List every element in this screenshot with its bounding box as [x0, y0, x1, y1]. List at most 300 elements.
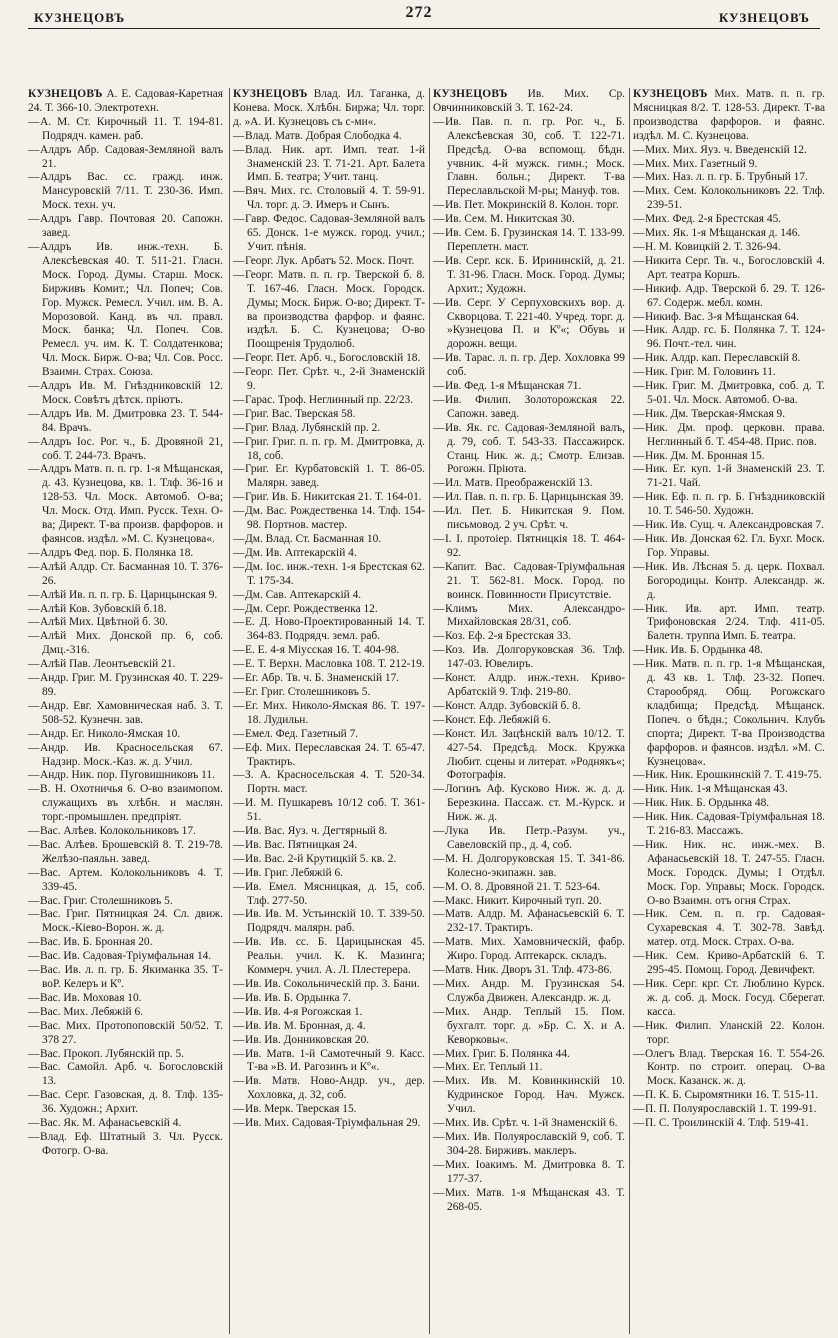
entry-dash: —	[28, 741, 40, 754]
entry-text: Вас. Серг. Газовская, д. 8. Тлф. 135-36. Художн.; Архит.	[40, 1089, 223, 1116]
entry-text: Вас. Алѣев. Колокольниковъ 17.	[40, 825, 196, 838]
entry-text: Ив. Ив. М. Устьинскій 10. Т. 339-50. Подрядч. малярн. раб.	[245, 908, 425, 935]
entry-text: Ил. Пав. п. п. гр. Б. Царицынская 39.	[445, 491, 624, 504]
entry-text: Влад. Ник. арт. Имп. теат. 1-й Знаменскій 23. Т. 71-21. Арт. Балета Имп. Б. театра; Учит. танц.	[245, 143, 425, 184]
directory-entry	[233, 505, 425, 533]
entry-dash: —	[633, 310, 645, 323]
entry-text: Алдръ Ив. инж.-техн. Б. Алексѣевская 40. Т. 511-21. Гласн. Моск. Город. Думы. Старш. Моск. Бирживъ Комит.; Чл. Попеч; Сов. Гор. Мужск. Ремесл. Учил. им. В. А. Морозовой. Канд. въ чл. правл. Моск. банка; Чл. Попеч. Сов. Ремесл. уч. им. К. Т. Солдатенкова; Чл. Моск. Бирж. О-ва; Чл. Сов. Росс. Взаимн. Страх. Союза.	[40, 240, 223, 379]
directory-entry	[633, 255, 825, 283]
entry-text: Андр. Ник. пор. Пуговишниковъ 11.	[40, 769, 215, 782]
entry-text: Ив. Ив. Б. Ордынка 7.	[245, 991, 351, 1004]
entry-text: Мих. Ег. Теплый 11.	[445, 1061, 543, 1074]
entry-dash: —	[233, 727, 245, 740]
directory-entry	[233, 533, 425, 547]
entry-text: Ив. Филип. Золоторожская 22. Сапожн. завед.	[445, 393, 625, 420]
directory-entry	[233, 797, 425, 825]
entry-dash: —	[233, 491, 245, 504]
entry-dash: —	[233, 1019, 245, 1032]
entry-dash: —	[433, 630, 445, 643]
entry-text: Дм. Влад. Ст. Басманная 10.	[245, 533, 382, 545]
entry-text: Вас. Мих. Протопоповскій 50/52. Т. 378 27.	[40, 1019, 223, 1046]
surname-heading: КУЗНЕЦОВЪ	[433, 88, 508, 100]
entry-text: П. П. Полуярославскій 1. Т. 199-91.	[645, 1103, 817, 1116]
header-rule	[28, 28, 820, 29]
entry-text: Влад. Еф. Штатный 3. Чл. Русск. Фотогр. О-ва.	[40, 1130, 223, 1157]
entry-text: Григ. Ег. Курбатовскій 1. Т. 86-05. Малярн. завед.	[245, 463, 425, 490]
directory-entry	[433, 1048, 625, 1062]
directory-entry	[233, 867, 425, 881]
directory-entry	[28, 867, 223, 895]
directory-entry	[233, 603, 425, 617]
entry-dash: —	[233, 560, 245, 573]
entry-text: Ег. Абр. Тв. ч. Б. Знаменскій 17.	[245, 672, 400, 685]
directory-entry	[28, 213, 223, 241]
entry-text: Ив. Пет. Мокринскій 8. Колон. торг.	[445, 199, 619, 212]
entry-text: Вас. Алѣев. Брошевскій 8. Т. 219-78. Желѣзо-паяльн. завед.	[40, 838, 223, 865]
entry-text: Ив. Вас. Яуз. ч. Дегтярный 8.	[245, 825, 388, 838]
entry-text: Ник. Ив. Лѣсная 5. д. церк. Похвал. Богородицы. Контр. Александр. ж. д.	[645, 560, 825, 601]
directory-entry	[233, 616, 425, 644]
directory-entry	[433, 783, 625, 825]
entry-dash: —	[233, 1103, 245, 1116]
entry-text: Никита Серг. Тв. ч., Богословскій 4. Арт. театра Коршъ.	[645, 254, 825, 281]
directory-entry	[233, 561, 425, 589]
directory-entry	[433, 422, 625, 478]
directory-entry	[233, 1006, 425, 1020]
entry-dash: —	[433, 1130, 445, 1143]
directory-entry	[28, 1061, 223, 1089]
entry-text: Вас. Як. М. Афанасьевскій 4.	[40, 1117, 182, 1130]
entry-dash: —	[633, 950, 645, 963]
entry-text: Ник. Сем. Криво-Арбатскій 6. Т. 295-45. Помощ. Город. Девичфект.	[645, 950, 825, 977]
entry-text: Вас. Ив. Садовая-Тріумфальная 14.	[40, 950, 212, 963]
entry-dash: —	[633, 519, 645, 532]
entry-dash: —	[633, 769, 645, 782]
entry-text: Лука Ив. Петр.-Разум. уч., Савеловскій пр., д. 4, соб.	[445, 825, 625, 851]
entry-dash: —	[233, 616, 245, 629]
entry-text: Мих. Григ. Б. Полянка 44.	[445, 1047, 570, 1060]
column-3	[429, 88, 625, 1334]
entry-text: Ив. Ив. сс. Б. Царицынская 45. Реальн. учил. К. К. Мазинга; Коммерч. учил. А. Л. Плестерера.	[245, 936, 425, 977]
entry-text: А. Е. Садовая-Каретная 24. Т. 366-10. Электротехн.	[28, 88, 223, 114]
entry-dash: —	[28, 602, 40, 615]
entry-dash: —	[433, 393, 445, 406]
entry-text: Конст. Ил. Зацѣнскій валъ 10/12. Т. 427-54. Предсѣд. Моск. Кружка Любит. сцены и литерат. »Роднякъ«; Фотографія.	[445, 727, 625, 782]
entry-text: Влад. Ил. Таганка, д. Конева. Моск. Хлѣбн. Биржа; Чл. торг. д. »А. И. Кузнецовъ съ с-ми«.	[233, 88, 425, 128]
directory-entry	[233, 352, 425, 366]
entry-text: Ив. Ив. М. Бронная, д. 4.	[245, 1019, 366, 1032]
directory-entry	[433, 728, 625, 784]
entry-dash: —	[433, 964, 445, 977]
entry-dash: —	[28, 936, 40, 949]
entry-dash: —	[233, 825, 245, 838]
entry-dash: —	[633, 366, 645, 379]
entry-text: Ник. Алдр. кап. Переславскій 8.	[645, 352, 801, 365]
entry-dash: —	[633, 1103, 645, 1116]
entry-dash: —	[233, 852, 245, 865]
entry-text: Влад. Матв. Добрая Слободка 4.	[245, 129, 402, 142]
directory-entry	[433, 603, 625, 631]
entry-text: Андр. Ив. Красносельская 67. Надзир. Моск.-Каз. ж. д. Учил.	[40, 741, 223, 768]
entry-text: М. О. 8. Дровяной 21. Т. 523-64.	[445, 880, 601, 893]
entry-dash: —	[28, 630, 40, 643]
directory-entry	[433, 1159, 625, 1187]
directory-entry	[28, 936, 223, 950]
entry-text: Мих. Іоакимъ. М. Дмитровка 8. Т. 177-37.	[445, 1158, 625, 1185]
entry-dash: —	[433, 296, 445, 309]
entry-text: Гавр. Федос. Садовая-Земляной валъ 65. Донск. 1-е мужск. город. учил.; Учит. пѣнія.	[245, 213, 425, 253]
entry-dash: —	[28, 463, 40, 476]
entry-text: Вас. Прокоп. Лубянскій пр. 5.	[40, 1047, 185, 1060]
entry-dash: —	[233, 268, 245, 281]
entry-text: Е. Т. Верхн. Масловка 108. Т. 212-19.	[245, 658, 425, 671]
directory-entry	[633, 283, 825, 311]
entry-text: Ник. Сем. п. п. гр. Садовая-Сухаревская 4. Т. 302-78. Завѣд. матер. отд. Моск. Страх. О-ва.	[645, 908, 825, 949]
directory-entry	[233, 269, 425, 352]
directory-entry	[233, 728, 425, 742]
directory-entry	[633, 908, 825, 950]
entry-text: Ник. Дм. М. Бронная 15.	[645, 449, 765, 462]
entry-dash: —	[233, 546, 245, 559]
directory-entry	[28, 630, 223, 658]
entry-text: Никиф. Адр. Тверской б. 29. Т. 126-67. Содерж. мебл. комн.	[645, 282, 825, 309]
directory-entry	[28, 783, 223, 825]
entry-text: Ив. Тарас. л. п. гр. Дер. Хохловка 99 соб.	[445, 352, 625, 379]
entry-dash: —	[433, 672, 445, 685]
directory-entry	[28, 171, 223, 213]
entry-text: Георг. Пет. Арб. ч., Богословскій 18.	[245, 352, 421, 365]
entry-text: Георг. Пет. Срѣт. ч., 2-й Знаменскій 9.	[245, 366, 425, 393]
entry-dash: —	[433, 115, 445, 128]
entry-dash: —	[633, 658, 645, 671]
entry-dash: —	[633, 407, 645, 420]
directory-entry	[233, 658, 425, 672]
entry-text: А. М. Ст. Кирочный 11. Т. 194-81. Подрядч. камен. раб.	[40, 115, 223, 142]
entry-dash: —	[433, 213, 445, 226]
entry-text: Е. Е. 4-я Мiусская 16. Т. 404-98.	[245, 644, 400, 657]
directory-entry	[633, 241, 825, 255]
directory-entry	[433, 964, 625, 978]
directory-entry	[633, 769, 825, 783]
entry-text: Вас. Ив. Моховая 10.	[40, 991, 142, 1004]
entry-dash: —	[433, 505, 445, 518]
entry-text: Алѣй Пав. Леонтьевскій 21.	[40, 658, 176, 671]
entry-dash: —	[233, 685, 245, 698]
directory-entry	[233, 213, 425, 255]
entry-text: Вас. Артем. Колокольниковъ 4. Т. 339-45.	[40, 866, 223, 893]
entry-text: Ег. Григ. Столешниковъ 5.	[245, 685, 371, 698]
directory-entry	[233, 853, 425, 867]
directory-entry	[28, 672, 223, 700]
directory-entry	[233, 144, 425, 186]
entry-text: Ив. Пав. п. п. гр. Рог. ч., Б. Алексѣевская 30, соб. Т. 122-71. Предсѣд. О-ва вспомощ. бѣдн. учвник. 4-й мужск. гимн.; Моск. Главн. больн.; Директ. Т-ва Переславльской М-ры; Мануф. тов.	[445, 115, 625, 198]
entry-dash: —	[433, 825, 445, 838]
directory-entry	[433, 1075, 625, 1117]
entry-text: Алѣй Мих. Донской пр. 6, соб. Дмц.-316.	[40, 630, 223, 657]
entry-text: Еф. Мих. Переславская 24. Т. 65-47. Трактиръ.	[245, 741, 425, 768]
entry-text: Ник. Ив. арт. Имп. театр. Трифоновская 2/24. Тлф. 411-05. Балетн. труппа Имп. Б. театра.	[645, 602, 825, 643]
directory-entry	[233, 742, 425, 770]
directory-entry	[633, 978, 825, 1020]
entry-text: Емел. Фед. Газетный 7.	[245, 727, 359, 740]
entry-dash: —	[28, 658, 40, 671]
entry-text: Ив. Матв. Ново-Андр. уч., дер. Хохловка, д. 32, соб.	[245, 1075, 425, 1102]
entry-text: Ник. Ник. Б. Ордынка 48.	[645, 797, 770, 810]
directory-entry	[633, 408, 825, 422]
entry-text: Вас. Ив. Б. Бронная 20.	[40, 936, 153, 949]
directory-entry	[28, 769, 223, 783]
directory-entry	[233, 1048, 425, 1076]
directory-entry	[633, 1048, 825, 1090]
directory-entry	[28, 616, 223, 630]
directory-entry	[633, 185, 825, 213]
entry-text: Мих. Ив. Срѣт. ч. 1-й Знаменскій 6.	[445, 1117, 618, 1130]
entry-dash: —	[633, 352, 645, 365]
entry-dash: —	[28, 908, 40, 921]
directory-entry	[28, 547, 223, 561]
entry-text: Мих. Матв. п. п. гр. Мясницкая 8/2. Т. 128-53. Директ. Т-ва производства фарфоров. и фаянс. издѣл. М. С. Кузнецова.	[633, 88, 825, 142]
entry-dash: —	[433, 783, 445, 796]
entry-dash: —	[633, 324, 645, 337]
entry-dash: —	[233, 769, 245, 782]
entry-dash: —	[633, 811, 645, 824]
directory-entry	[633, 352, 825, 366]
entry-text: Мих. Сем. Колокольниковъ 22. Тлф. 239-51.	[645, 185, 825, 212]
directory-entry	[28, 561, 223, 589]
entry-text: Коз. Ив. Долгоруковская 36. Тлф. 147-03. Ювелиръ.	[445, 644, 625, 671]
directory-entry	[28, 380, 223, 408]
entry-text: Вас. Самойл. Арб. ч. Богословскій 13.	[40, 1061, 223, 1088]
directory-entry	[28, 603, 223, 617]
entry-dash: —	[633, 1019, 645, 1032]
entry-text: Георг. Лук. Арбатъ 52. Моск. Почт.	[245, 254, 415, 267]
entry-dash: —	[433, 421, 445, 434]
entry-dash: —	[633, 797, 645, 810]
directory-entry	[28, 658, 223, 672]
directory-entry	[433, 297, 625, 353]
entry-dash: —	[633, 463, 645, 476]
entry-dash: —	[233, 991, 245, 1004]
directory-entry	[433, 714, 625, 728]
entry-dash: —	[233, 866, 245, 879]
entry-text: Ив. Сем. Б. Грузинская 14. Т. 133-99. Переплетн. маст.	[445, 227, 625, 253]
directory-entry	[433, 936, 625, 964]
entry-dash: —	[433, 560, 445, 573]
entry-text: Олегъ Влад. Тверская 16. Т. 554-26. Контр. по строит. операц. О-ва Моск. Казанск. ж. д.	[645, 1047, 825, 1088]
directory-entry	[28, 241, 223, 380]
directory-entry	[433, 213, 625, 227]
entry-text: Алѣй Ив. п. п. гр. Б. Царицынская 9.	[40, 588, 218, 601]
entry-dash: —	[233, 407, 245, 420]
entry-text: Ник. Ив. Сущ. ч. Александровская 7.	[645, 519, 824, 532]
directory-entry	[433, 1131, 625, 1159]
entry-dash: —	[233, 658, 245, 671]
entry-text: Ив. Серг. У Серпуховскихъ вор. д. Скворцова. Т. 221-40. Учред. торг. д. »Кузнецова П. и Кº«; Обувь и дорожн. вещи.	[445, 296, 625, 351]
entry-text: Ник. Ив. Б. Ордынка 48.	[645, 644, 763, 657]
entry-text: Ив. Сем. М. Никитская 30.	[445, 213, 575, 226]
entry-text: Конст. Алдр. Зубовскій б. 8.	[445, 699, 581, 712]
directory-entry	[28, 728, 223, 742]
directory-entry	[433, 644, 625, 672]
entry-text: Григ. Вас. Тверская 58.	[245, 407, 356, 420]
directory-entry	[433, 1061, 625, 1075]
directory-entry	[433, 672, 625, 700]
entry-text: Вас. Ив. л. п. гр. Б. Якиманка 35. Т-воР. Келеръ и Кº.	[40, 964, 223, 990]
entry-dash: —	[633, 644, 645, 657]
entry-dash: —	[233, 129, 245, 142]
directory-entry	[233, 769, 425, 797]
entry-dash: —	[28, 435, 40, 448]
entry-dash: —	[633, 227, 645, 240]
directory-entry	[633, 603, 825, 645]
directory-entry	[633, 644, 825, 658]
entry-dash: —	[28, 171, 40, 184]
entry-text: Дм. Вас. Рождественка 14. Тлф. 154-98. Портнов. мастер.	[245, 505, 425, 532]
directory-entry	[633, 366, 825, 380]
entry-text: Климъ Мих. Александро-Михайловская 28/31, соб.	[445, 602, 625, 629]
directory-entry	[633, 839, 825, 909]
directory-entry	[233, 366, 425, 394]
entry-text: Вас. Григ. Пятницкая 24. Сл. движ. Моск.-Кіево-Ворон. ж. д.	[40, 908, 223, 935]
entry-dash: —	[28, 727, 40, 740]
entry-text: Ник. Филип. Уланскій 22. Колон. торг.	[645, 1019, 825, 1046]
entry-dash: —	[233, 505, 245, 518]
entry-dash: —	[28, 546, 40, 559]
entry-dash: —	[28, 769, 40, 782]
directory-entry	[233, 908, 425, 936]
entry-dash: —	[28, 213, 40, 226]
entry-text: Алдръ Ив. М. Дмитровка 23. Т. 544-84. Врачъ.	[40, 407, 223, 434]
directory-entry	[633, 811, 825, 839]
entry-dash: —	[633, 380, 645, 393]
entry-text: Алѣй Ков. Зубовскій б.18.	[40, 602, 167, 615]
entry-dash: —	[28, 115, 40, 128]
directory-entry	[233, 700, 425, 728]
directory-entry	[433, 881, 625, 895]
entry-dash: —	[433, 199, 445, 212]
entry-dash: —	[633, 783, 645, 796]
entry-dash: —	[633, 1089, 645, 1102]
running-title-right: КУЗНЕЦОВЪ	[718, 10, 810, 25]
column-2	[229, 88, 425, 1334]
entry-dash: —	[633, 421, 645, 434]
directory-entry	[233, 839, 425, 853]
entry-dash: —	[233, 838, 245, 851]
entry-text: Никиф. Вас. 3-я Мѣщанская 64.	[645, 310, 800, 323]
page-header	[0, 0, 838, 34]
entry-dash: —	[233, 978, 245, 990]
entry-text: Ив. Мих. Садовая-Тріумфальная 29.	[245, 1117, 421, 1130]
directory-entry	[28, 908, 223, 936]
directory-entry	[433, 227, 625, 255]
entry-text: Ник. Ник. Садовая-Тріумфальная 18. Т. 216-83. Массажъ.	[645, 811, 825, 838]
directory-entry	[433, 1117, 625, 1131]
entry-text: Мих. Ив. М. Ковинкинскій 10. Кудринское Город. Нач. Мужск. Учил.	[445, 1075, 625, 1116]
surname-heading: КУЗНЕЦОВЪ	[28, 88, 103, 100]
entry-dash: —	[633, 282, 645, 295]
entry-text: Дм. Серг. Рождественка 12.	[245, 602, 378, 615]
column-4	[629, 88, 825, 1334]
directory-entry	[433, 1187, 625, 1215]
entry-dash: —	[233, 435, 245, 448]
entry-dash: —	[28, 1061, 40, 1074]
directory-entry	[633, 463, 825, 491]
entry-text: З. А. Красносельская 4. Т. 520-34. Портн. маст.	[245, 769, 425, 796]
entry-text: Дм. Сав. Аптекарскій 4.	[245, 588, 362, 601]
directory-entry	[633, 658, 825, 769]
directory-entry	[433, 1006, 625, 1048]
entry-text: Ив. Як. гс. Садовая-Земляной валъ, д. 79, соб. Т. 543-33. Пассажирск. Станц. Ник. ж. д.; Смотр. Елизав. Рогожн. Пріюта.	[445, 421, 625, 476]
surname-heading: КУЗНЕЦОВЪ	[233, 88, 308, 100]
entry-dash: —	[433, 352, 445, 365]
entry-dash: —	[233, 1075, 245, 1088]
entry-text: Ив. Ив. 4-я Рогожская 1.	[245, 1005, 363, 1018]
entry-dash: —	[28, 894, 40, 907]
directory-entry	[633, 324, 825, 352]
entry-text: Капит. Вас. Садовая-Тріумфальная 21. Т. 562-81. Моск. Город. по воинск. Повинности Присутствіе.	[445, 560, 625, 601]
entry-dash: —	[433, 1158, 445, 1171]
directory-entry	[233, 881, 425, 909]
directory-entry	[28, 742, 223, 770]
entry-dash: —	[633, 213, 645, 226]
entry-dash: —	[233, 366, 245, 379]
entry-text: Мих. Наз. л. п. гр. Б. Трубный 17.	[645, 171, 808, 184]
entry-dash: —	[28, 838, 40, 851]
entry-dash: —	[433, 727, 445, 740]
entry-dash: —	[233, 1005, 245, 1018]
entry-dash: —	[433, 852, 445, 865]
surname-heading: КУЗНЕЦОВЪ	[633, 88, 708, 100]
directory-entry	[633, 950, 825, 978]
entry-text: Ник. Дм. проф. церковн. права. Неглинный б. Т. 454-48. Прис. пов.	[645, 421, 825, 448]
entry-dash: —	[28, 1047, 40, 1060]
entry-text: Ив. Мих. Ср. Овчинниковскій 3. Т. 162-24.	[433, 88, 625, 114]
entry-text: Григ. Григ. п. п. гр. М. Дмитровка, д. 18, соб.	[245, 435, 425, 462]
directory-entry	[433, 630, 625, 644]
directory-entry	[28, 839, 223, 867]
directory-entry	[633, 783, 825, 797]
entry-text: Конст. Еф. Лебяжій 6.	[445, 713, 551, 726]
directory-entry	[433, 394, 625, 422]
directory-entry	[28, 895, 223, 909]
entry-text: Ник. Алдр. гс. Б. Полянка 7. Т. 124-96. Почт.-тел. чин.	[645, 324, 825, 351]
entry-dash: —	[233, 602, 245, 615]
directory-entry	[233, 422, 425, 436]
directory-entry	[233, 394, 425, 408]
directory-entry	[233, 130, 425, 144]
directory-entry	[28, 436, 223, 464]
directory-entry	[233, 547, 425, 561]
entry-dash: —	[433, 936, 445, 949]
directory-entry	[433, 477, 625, 491]
entry-text: Алѣй Мих. Цвѣтной б. 30.	[40, 616, 168, 629]
entry-text: Ил. Матв. Преображенскій 13.	[445, 477, 593, 490]
entry-dash: —	[233, 908, 245, 921]
directory-entry	[233, 436, 425, 464]
entry-text: Ник. Ник. нс. инж.-мех. В. Афанасьевскій 18. Т. 247-55. Гласн. Моск. Городск. Думы; I Отдѣл. Моск. Гор. Управы; Моск. Городск. О-во Взаимн. отъ огня Страх.	[645, 838, 825, 907]
directory-entry	[233, 1075, 425, 1103]
directory-entry	[233, 491, 425, 505]
directory-entry	[433, 908, 625, 936]
directory-entry	[633, 422, 825, 450]
entry-text: Алдръ Абр. Садовая-Земляной валъ 21.	[40, 143, 223, 170]
entry-dash: —	[28, 407, 40, 420]
directory-entry	[633, 144, 825, 158]
directory-entry	[28, 1048, 223, 1062]
entry-dash: —	[233, 588, 245, 601]
entry-dash: —	[633, 157, 645, 170]
entry-dash: —	[633, 978, 645, 990]
